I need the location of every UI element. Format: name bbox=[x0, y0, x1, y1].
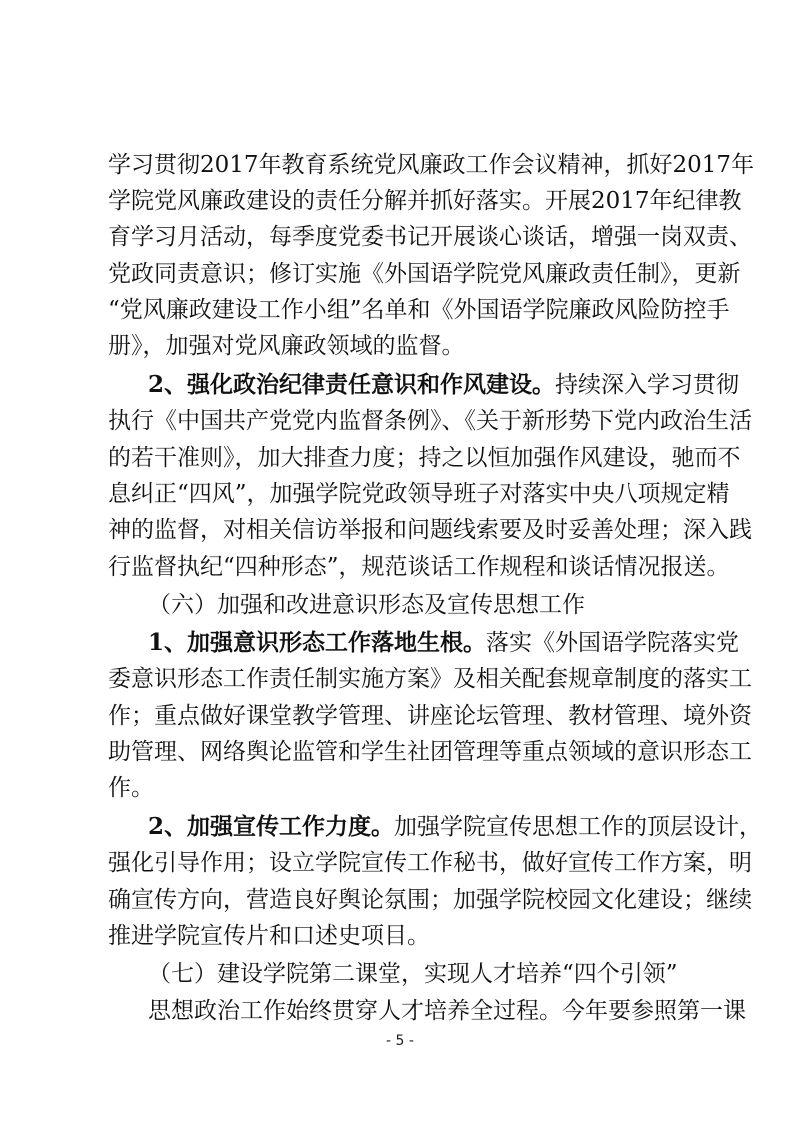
paragraph-line: 强化引导作用；设立学院宣传工作秘书，做好宣传工作方案，明 bbox=[108, 850, 752, 876]
paragraph-text: 落实《外国语学院落实党 bbox=[486, 630, 740, 656]
paragraph-heading: 1、加强意识形态工作落地生根。 bbox=[148, 629, 487, 656]
paragraph-line: 执行《中国共产党党内监督条例》、《关于新形势下党内政治生活 bbox=[108, 408, 752, 434]
paragraph-first-line bbox=[148, 809, 763, 845]
paragraph-line: 学院党风廉政建设的责任分解并抓好落实。开展2017年纪律教 bbox=[108, 188, 742, 214]
paragraph-text: 加强学院宣传思想工作的顶层设计， bbox=[394, 814, 763, 840]
paragraph-heading: 2、加强宣传工作力度。 bbox=[148, 813, 395, 840]
paragraph-line: 作。 bbox=[108, 775, 154, 801]
paragraph-line: 党政同责意识；修订实施《外国语学院党风廉政责任制》，更新 bbox=[108, 261, 741, 287]
paragraph-first-line bbox=[148, 625, 740, 661]
paragraph-line: 确宣传方向，营造良好舆论氛围；加强学院校园文化建设；继续 bbox=[108, 887, 752, 913]
paragraph-line: 委意识形态工作责任制实施方案》及相关配套规章制度的落实工 bbox=[108, 666, 752, 692]
paragraph-first-line bbox=[148, 367, 740, 403]
page-number: - 5 - bbox=[386, 1033, 414, 1049]
paragraph-line: 育学习月活动，每季度党委书记开展谈心谈话，增强一岗双责、 bbox=[108, 224, 752, 250]
paragraph-line: “党风廉政建设工作小组”名单和《外国语学院廉政风险防控手 bbox=[108, 297, 730, 323]
paragraph-line: 神的监督，对相关信访举报和问题线索要及时妥善处理；深入践 bbox=[108, 517, 752, 543]
paragraph-line: 推进学院宣传片和口述史项目。 bbox=[108, 923, 430, 949]
paragraph-line: 助管理、网络舆论监管和学生社团管理等重点领域的意识形态工 bbox=[108, 739, 752, 765]
section-title: （六）加强和改进意识形态及宣传思想工作 bbox=[148, 592, 585, 618]
paragraph-line: 作；重点做好课堂教学管理、讲座论坛管理、教材管理、境外资 bbox=[108, 703, 752, 729]
paragraph-heading: 2、强化政治纪律责任意识和作风建设。 bbox=[148, 371, 556, 398]
paragraph-line: 行监督执纪“四种形态”，规范谈话工作规程和谈话情况报送。 bbox=[108, 554, 730, 580]
paragraph-first-line: 思想政治工作始终贯穿人才培养全过程。今年要参照第一课 bbox=[148, 998, 746, 1024]
paragraph-line: 学习贯彻2017年教育系统党风廉政工作会议精神，抓好2017年 bbox=[108, 152, 755, 178]
paragraph-text: 持续深入学习贯彻 bbox=[555, 372, 740, 398]
section-title: （七）建设学院第二课堂，实现人才培养“四个引领” bbox=[148, 961, 678, 987]
paragraph-line: 的若干准则》，加大排查力度；持之以恒加强作风建设，驰而不 bbox=[108, 445, 741, 471]
paragraph-line: 息纠正“四风”，加强学院党政领导班子对落实中央八项规定精 bbox=[108, 481, 730, 507]
paragraph-line: 册》，加强对党风廉政领域的监督。 bbox=[108, 333, 465, 359]
